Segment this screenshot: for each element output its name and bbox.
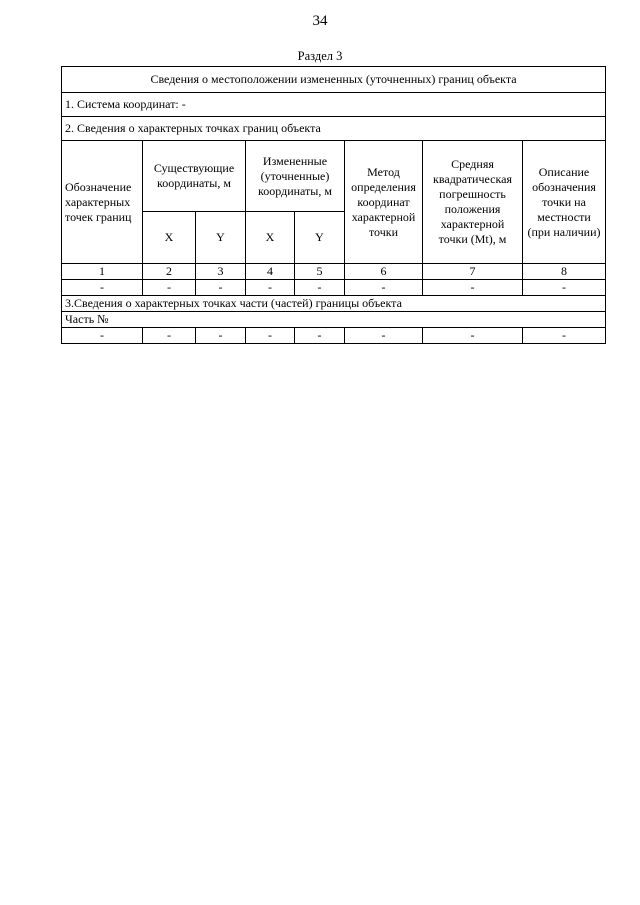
column-number: 3 xyxy=(196,264,246,280)
table-cell: - xyxy=(62,328,143,344)
part-data-row xyxy=(62,328,606,344)
section-label: Раздел 3 xyxy=(297,49,343,63)
header-description: Описание обозначения точки на местности (при наличии) xyxy=(523,141,606,264)
table-cell: - xyxy=(423,280,523,296)
table-cell: - xyxy=(196,280,246,296)
table-title: Сведения о местоположении измененных (уточненных) границ объекта xyxy=(62,67,606,93)
table-cell: - xyxy=(196,328,246,344)
column-number: 4 xyxy=(246,264,295,280)
points-data-row xyxy=(62,280,606,296)
header-existing-y: Y xyxy=(196,212,246,264)
boundary-table xyxy=(61,66,606,344)
header-designation: Обозначение характерных точек границ xyxy=(62,141,143,264)
table-cell: - xyxy=(246,280,295,296)
table-cell: - xyxy=(523,280,606,296)
column-number: 8 xyxy=(523,264,606,280)
table-cell: - xyxy=(143,328,196,344)
page-number: 34 xyxy=(312,13,328,29)
table-cell: - xyxy=(143,280,196,296)
table-cell: - xyxy=(295,280,345,296)
column-number: 1 xyxy=(62,264,143,280)
table-cell: - xyxy=(246,328,295,344)
coordinate-system-row: 1. Система координат: - xyxy=(62,93,606,117)
header-existing-x: X xyxy=(143,212,196,264)
column-number: 5 xyxy=(295,264,345,280)
table-cell: - xyxy=(345,280,423,296)
table-cell: - xyxy=(295,328,345,344)
table-cell: - xyxy=(423,328,523,344)
points-heading-row: 2. Сведения о характерных точках границ объекта xyxy=(62,117,606,141)
column-number: 7 xyxy=(423,264,523,280)
table-cell: - xyxy=(523,328,606,344)
header-changed-y: Y xyxy=(295,212,345,264)
column-number: 2 xyxy=(143,264,196,280)
column-number: 6 xyxy=(345,264,423,280)
header-error: Средняя квадратическая погрешность положения характерной точки (Mt), м xyxy=(423,141,523,264)
part-heading-row: 3.Сведения о характерных точках части (частей) границы объекта xyxy=(62,296,606,312)
part-number-row: Часть № xyxy=(62,312,606,328)
header-changed-coords: Измененные (уточненные) координаты, м xyxy=(246,141,345,212)
header-changed-x: X xyxy=(246,212,295,264)
table-cell: - xyxy=(62,280,143,296)
header-existing-coords: Существующие координаты, м xyxy=(143,141,246,212)
column-number-row xyxy=(62,264,606,280)
header-method: Метод определения координат характерной точки xyxy=(345,141,423,264)
table-cell: - xyxy=(345,328,423,344)
